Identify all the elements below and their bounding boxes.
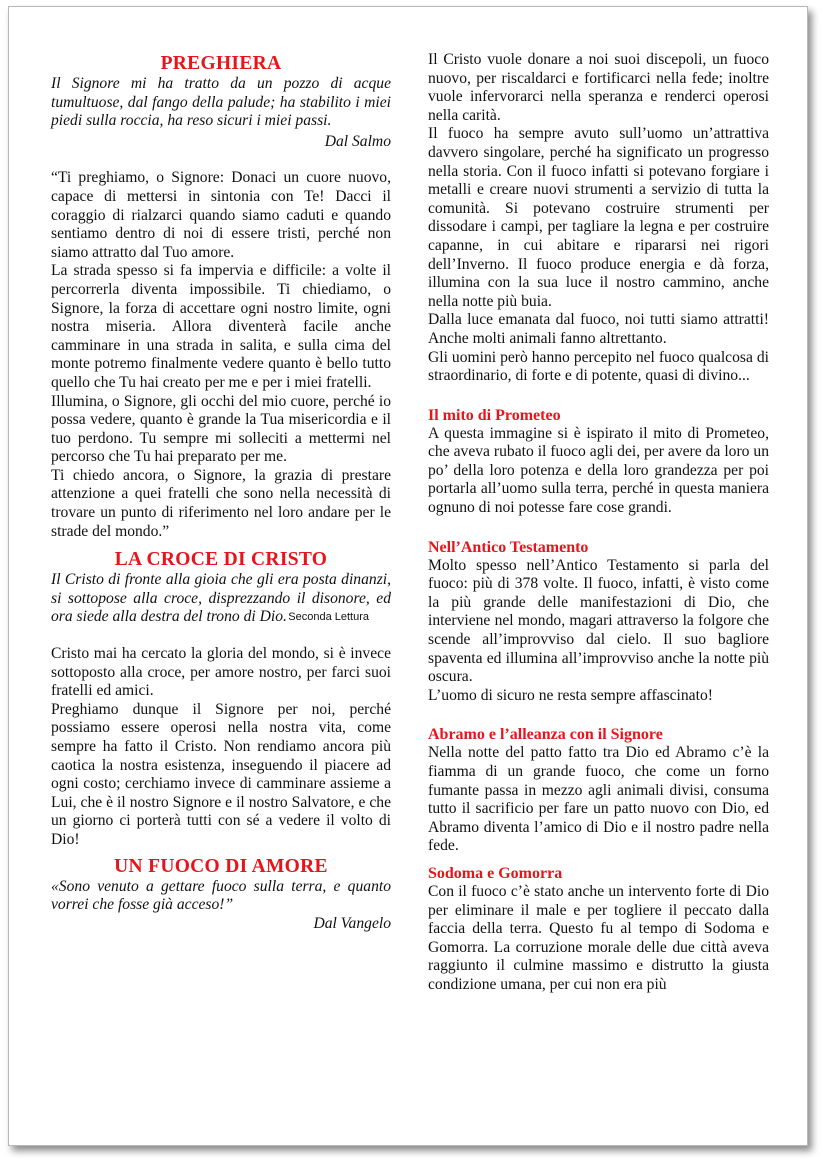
croce-source: Seconda Lettura — [288, 611, 369, 624]
fuoco-title: UN FUOCO DI AMORE — [114, 855, 328, 877]
antico-text: Molto spesso nell’Antico Testamento si parla del fuoco: più di 378 volte. Il fuoco, infatti, è visto come la più grande delle manifestazioni di Dio, che interviene nel mondo, magari attraverso la folgore che scende all’improvviso dal cielo. Il suo bagliore spaventa ed illumina all’improvviso anche la notte più oscura. — [428, 556, 769, 686]
fuoco-source: Dal Vangelo — [313, 914, 391, 932]
antico-title: Nell’Antico Testamento — [428, 538, 589, 556]
preghiera-paragraph: “Ti preghiamo, o Signore: Donaci un cuore nuovo, capace di mettersi in sintonia con Te! Dacci il coraggio di rialzarci quando siamo caduti e quando sentiamo dentro di noi di essere tristi, perché non siamo attratto dal Tuo amore. — [51, 169, 391, 261]
intro-paragraph: Il fuoco ha sempre avuto sull’uomo un’attrattiva davvero singolare, perché ha significato un progresso nella storia. Con il fuoco infatti si potevano forgiare i metalli e creare nuovi strumenti a servizio di tutta la comunità. Si potevano costruire strumenti per dissodare i campi, per tagliare la legna e per costruire capanne, in cui abitare e ripararsi nei rigori dell’Inverno. Il fuoco produce energia e dà forza, illumina con la sua luce il nostro cammino, anche nella notte più buia. — [428, 125, 769, 310]
intro-paragraph: Il Cristo vuole donare a noi suoi discepoli, un fuoco nuovo, per riscaldarci e fortificarci nella fede; inoltre vuole infervorarci nella speranza e renderci operosi nella carità. — [428, 51, 769, 124]
preghiera-quote: Il Signore mi ha tratto da un pozzo di acque tumultuose, dal fango della palude; ha stabilito i miei piedi sulla roccia, ha reso sicuri i miei passi. — [51, 75, 391, 130]
preghiera-title: PREGHIERA — [160, 53, 282, 74]
preghiera-paragraph: Ti chiedo ancora, o Signore, la grazia di prestare attenzione a quei fratelli che sono nella necessità di trovare un punto di riferimento nel loro andare per le strade del mondo.” — [51, 466, 391, 540]
preghiera-paragraph: Illumina, o Signore, gli occhi del mio cuore, perché io possa vedere, quanto è grande la Tua misericordia e il tuo perdono. Tu sempre mi solleciti a mettermi nel percorso che Tu hai preparato per me. — [51, 392, 391, 466]
croce-quote — [51, 571, 391, 627]
fuoco-quote: «Sono venuto a gettare fuoco sulla terra, e quanto vorrei che fosse già acceso!” — [51, 877, 391, 914]
prometeo-title: Il mito di Prometeo — [428, 406, 561, 424]
antico-text-2: L’uomo di sicuro ne resta sempre affascinato! — [428, 686, 713, 704]
preghiera-source: Dal Salmo — [324, 132, 391, 150]
croce-paragraph: Cristo mai ha cercato la gloria del mondo, si è invece sottoposto alla croce, per amore nostro, per farci suoi fratelli ed amici. — [51, 645, 391, 700]
croce-paragraph: Preghiamo dunque il Signore per noi, perché possiamo essere operosi nella nostra vita, come sempre ha fatto il Cristo. Non rendiamo ancora più caotica la nostra esistenza, inseguendo il piacere ad ogni costo; cerchiamo invece di camminare assieme a Lui, che è il nostro Signore e il nostro Salvatore, e che un giorno ci porterà tutti con sé a vedere il volto di Dio! — [51, 700, 391, 848]
intro-paragraph: Gli uomini però hanno percepito nel fuoco qualcosa di straordinario, di forte e di potente, quasi di divino... — [428, 348, 769, 385]
preghiera-paragraph: La strada spesso si fa impervia e difficile: a volte il percorrerla diventa impossibile. Ti chiediamo, o Signore, la forza di accettare ogni nostro limite, ogni nostra miseria. Allora diventerà facile anche camminare in una strada in salita, e sulla cima del monte potremo finalmente vedere quanto è bello tutto quello che Tu hai creato per me e per i miei fratelli. — [51, 262, 391, 391]
prometeo-text: A questa immagine si è ispirato il mito di Prometeo, che aveva rubato il fuoco agli dei, per avere da loro un po’ della loro potenza e della loro grandezza per poi portarla all’uomo sulla terra, perché in questa maniera ognuno di noi potesse fare cose grandi. — [428, 424, 769, 517]
intro-paragraph: Dalla luce emanata dal fuoco, noi tutti siamo attratti! Anche molti animali fanno altrettanto. — [428, 311, 769, 347]
sodoma-title: Sodoma e Gomorra — [428, 864, 563, 882]
sodoma-text: Con il fuoco c’è stato anche un intervento forte di Dio per eliminare il male e per togliere il peccato dalla faccia della terra. Questo fu al tempo di Sodoma e Gomorra. La corruzione morale delle due città aveva raggiunto il culmine massimo e distrutto la giusta condizione umana, per cui non era più — [428, 882, 769, 993]
right-column — [428, 51, 769, 995]
abramo-title: Abramo e l’alleanza con il Signore — [428, 726, 663, 744]
left-column — [51, 53, 391, 933]
abramo-text: Nella notte del patto fatto tra Dio ed Abramo c’è la fiamma di un grande fuoco, che come un forno fumante passa in mezzo agli animali divisi, consuma tutto il sacrificio per fare un patto nuovo con Dio, ed Abramo diventa l’amico di Dio e il nostro padre nella fede. — [428, 744, 769, 855]
croce-quote-text: Il Cristo di fronte alla gioia che gli era posta dinanzi, si sottopose alla croce, disprezzando il disonore, ed ora siede alla destra del trono di Dio. — [51, 571, 391, 626]
page — [8, 6, 808, 1146]
croce-title: LA CROCE DI CRISTO — [114, 549, 328, 571]
